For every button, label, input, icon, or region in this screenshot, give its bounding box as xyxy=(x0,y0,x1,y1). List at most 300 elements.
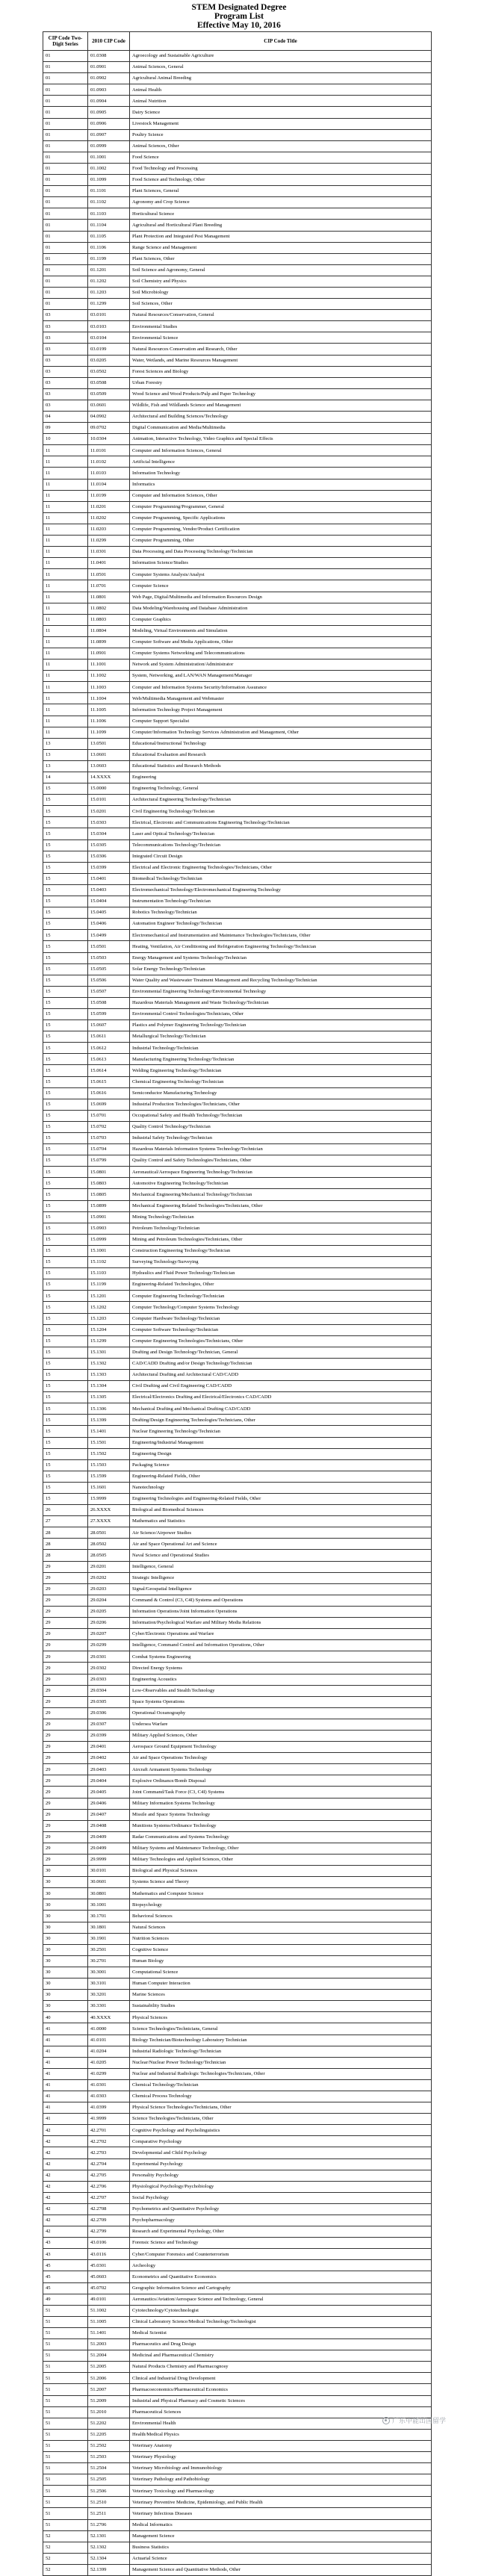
table-row xyxy=(43,671,432,682)
cell-family: 29 xyxy=(43,1831,88,1843)
cell-family: 15 xyxy=(43,1155,88,1167)
cell-title: Pharmaceutics and Drug Design xyxy=(130,2339,432,2350)
cell-code: 29.0299 xyxy=(88,1640,130,1651)
cell-code: 45.0702 xyxy=(88,2282,130,2294)
cell-code: 11.0802 xyxy=(88,603,130,614)
cell-title: Joint Command/Task Force (C3, C4I) Systems xyxy=(130,1787,432,1798)
table-row xyxy=(43,140,432,152)
cell-title: Computer Hardware Technology/Technician xyxy=(130,1313,432,1324)
table-row xyxy=(43,772,432,783)
cell-code: 15.0615 xyxy=(88,1076,130,1087)
table-row xyxy=(43,1922,432,1933)
table-row xyxy=(43,547,432,558)
cell-code: 15.0201 xyxy=(88,806,130,817)
cell-family: 11 xyxy=(43,456,88,468)
table-row xyxy=(43,2542,432,2553)
cell-title: Data Modeling/Warehousing and Database Administration xyxy=(130,603,432,614)
table-row xyxy=(43,2091,432,2102)
cell-title: Biology Technician/Biotechnology Laboratory Technician xyxy=(130,2035,432,2046)
cell-title: Computer Engineering Technology/Technician xyxy=(130,1291,432,1302)
watermark xyxy=(382,2415,446,2425)
cell-family: 15 xyxy=(43,1268,88,1279)
cell-family: 15 xyxy=(43,873,88,884)
cell-family: 51 xyxy=(43,2429,88,2440)
cell-code: 15.0401 xyxy=(88,873,130,884)
cell-family: 15 xyxy=(43,783,88,795)
cell-family: 09 xyxy=(43,423,88,434)
cell-title: Information Science/Studies xyxy=(130,558,432,569)
table-row xyxy=(43,2012,432,2023)
cell-code: 15.0404 xyxy=(88,896,130,907)
table-row xyxy=(43,1144,432,1155)
cell-family: 51 xyxy=(43,2406,88,2418)
table-row xyxy=(43,2384,432,2395)
cell-code: 01.1104 xyxy=(88,220,130,231)
table-row xyxy=(43,1855,432,1866)
column-header-code: 2010 CIP Code xyxy=(88,32,130,51)
cell-family: 15 xyxy=(43,1459,88,1471)
table-row xyxy=(43,400,432,411)
cell-title: Range Science and Management xyxy=(130,242,432,253)
cell-code: 11.0901 xyxy=(88,648,130,659)
table-row xyxy=(43,727,432,738)
cell-family: 29 xyxy=(43,1572,88,1583)
cell-family: 41 xyxy=(43,2057,88,2068)
cell-family: 29 xyxy=(43,1561,88,1572)
cell-code: 01.0904 xyxy=(88,96,130,107)
cell-family: 15 xyxy=(43,1211,88,1223)
cell-title: Water, Wetlands, and Marine Resources Management xyxy=(130,355,432,366)
cell-title: Soil Microbiology xyxy=(130,287,432,298)
cell-title: Mining Technology/Technician xyxy=(130,1211,432,1223)
cell-code: 42.2701 xyxy=(88,2125,130,2136)
cell-family: 51 xyxy=(43,2373,88,2384)
cell-code: 03.0199 xyxy=(88,344,130,355)
cell-code: 51.2706 xyxy=(88,2519,130,2530)
cell-title: Computer Science xyxy=(130,580,432,592)
cell-code: 30.0601 xyxy=(88,1877,130,1888)
table-row xyxy=(43,51,432,62)
cell-code: 41.0299 xyxy=(88,2068,130,2079)
cell-code: 15.0505 xyxy=(88,963,130,975)
cell-code: 01.1299 xyxy=(88,299,130,310)
cell-title: Psychopharmacology xyxy=(130,2215,432,2226)
cell-title: Forest Sciences and Biology xyxy=(130,366,432,377)
cell-code: 42.2702 xyxy=(88,2136,130,2147)
cell-family: 10 xyxy=(43,434,88,445)
cell-family: 43 xyxy=(43,2249,88,2260)
cell-title: Aeronautics/Aviation/Aerospace Science and Technology, General xyxy=(130,2294,432,2305)
cell-code: 13.0501 xyxy=(88,738,130,749)
cell-code: 11.0899 xyxy=(88,636,130,648)
table-row xyxy=(43,1347,432,1358)
cell-code: 29.0408 xyxy=(88,1820,130,1831)
cell-code: 45.0301 xyxy=(88,2260,130,2271)
cell-title: Animal Health xyxy=(130,84,432,96)
cell-family: 01 xyxy=(43,152,88,163)
cell-title: Engineering Acoustics xyxy=(130,1674,432,1685)
cell-family: 30 xyxy=(43,1944,88,1955)
cell-family: 51 xyxy=(43,2362,88,2373)
cell-code: 03.0103 xyxy=(88,321,130,332)
cell-family: 29 xyxy=(43,1742,88,1753)
cell-code: 41.9999 xyxy=(88,2114,130,2125)
cell-title: Nuclear Engineering Technology/Technician xyxy=(130,1426,432,1437)
cell-title: Information Operations/Joint Information Operations xyxy=(130,1606,432,1617)
table-row xyxy=(43,817,432,828)
cell-family: 11 xyxy=(43,569,88,580)
cell-title: CAD/CADD Drafting and/or Design Technology/Technician xyxy=(130,1358,432,1369)
cell-title: Management Science and Quantitative Methods, Other xyxy=(130,2564,432,2575)
cell-family: 51 xyxy=(43,2486,88,2497)
cell-code: 29.0402 xyxy=(88,1753,130,1764)
cell-family: 04 xyxy=(43,412,88,423)
cell-family: 01 xyxy=(43,62,88,73)
cell-family: 45 xyxy=(43,2271,88,2282)
cell-family: 30 xyxy=(43,1899,88,1911)
cell-code: 30.1801 xyxy=(88,1922,130,1933)
table-row xyxy=(43,2463,432,2474)
table-row xyxy=(43,1020,432,1031)
cell-title: Physiological Psychology/Psychobiology xyxy=(130,2181,432,2192)
table-row xyxy=(43,1234,432,1245)
cell-code: 15.1503 xyxy=(88,1459,130,1471)
cell-family: 01 xyxy=(43,231,88,242)
cell-family: 01 xyxy=(43,51,88,62)
cell-title: Directed Energy Systems xyxy=(130,1663,432,1674)
cell-family: 11 xyxy=(43,682,88,693)
cell-title: Quality Control Technology/Technician xyxy=(130,1121,432,1132)
table-row xyxy=(43,1482,432,1493)
cell-code: 42.2705 xyxy=(88,2170,130,2181)
cell-code: 29.0306 xyxy=(88,1707,130,1719)
table-row xyxy=(43,2486,432,2497)
cell-code: 14.XXXX xyxy=(88,772,130,783)
cell-title: Agronomy and Crop Science xyxy=(130,197,432,208)
cell-title: Aerospace Ground Equipment Technology xyxy=(130,1742,432,1753)
cell-title: Econometrics and Quantitative Economics xyxy=(130,2271,432,2282)
cell-family: 03 xyxy=(43,377,88,388)
cell-title: Industrial Radiologic Technology/Technician xyxy=(130,2046,432,2057)
table-row xyxy=(43,1437,432,1448)
table-row xyxy=(43,1494,432,1505)
table-row xyxy=(43,1583,432,1595)
cell-family: 11 xyxy=(43,479,88,490)
cell-title: Laser and Optical Technology/Technician xyxy=(130,828,432,839)
cell-code: 29.0203 xyxy=(88,1583,130,1595)
table-row xyxy=(43,592,432,603)
cell-code: 15.1599 xyxy=(88,1471,130,1482)
cell-family: 29 xyxy=(43,1583,88,1595)
cell-code: 15.0399 xyxy=(88,862,130,873)
cell-code: 15.1299 xyxy=(88,1335,130,1347)
cell-family: 15 xyxy=(43,1121,88,1132)
cell-title: Forensic Science and Technology xyxy=(130,2238,432,2249)
cell-title: Chemical Process Technology xyxy=(130,2091,432,2102)
cell-code: 15.0704 xyxy=(88,1144,130,1155)
table-row xyxy=(43,1189,432,1200)
table-row xyxy=(43,1516,432,1527)
cell-family: 01 xyxy=(43,186,88,197)
cell-family: 11 xyxy=(43,625,88,636)
cell-code: 51.2511 xyxy=(88,2508,130,2519)
table-row xyxy=(43,524,432,535)
cell-family: 03 xyxy=(43,355,88,366)
table-row xyxy=(43,264,432,276)
cell-code: 52.1301 xyxy=(88,2530,130,2542)
table-row xyxy=(43,1663,432,1674)
cell-title: Computer/Information Technology Services Administration and Management, Other xyxy=(130,727,432,738)
cell-title: Livestock Management xyxy=(130,118,432,129)
cell-code: 51.1401 xyxy=(88,2327,130,2338)
cell-title: Cognitive Psychology and Psycholinguistics xyxy=(130,2125,432,2136)
cell-title: Medical Informatics xyxy=(130,2519,432,2530)
cell-title: Plant Protection and Integrated Pest Management xyxy=(130,231,432,242)
cell-code: 15.0611 xyxy=(88,1031,130,1043)
cell-code: 01.1099 xyxy=(88,175,130,186)
cell-title: Mathematics and Computer Science xyxy=(130,1888,432,1899)
cell-code: 11.1001 xyxy=(88,659,130,671)
cell-code: 11.1004 xyxy=(88,693,130,704)
cell-code: 01.1105 xyxy=(88,231,130,242)
cell-code: 11.0201 xyxy=(88,501,130,512)
cell-title: Health/Medical Physics xyxy=(130,2429,432,2440)
cell-family: 01 xyxy=(43,84,88,96)
table-row xyxy=(43,1572,432,1583)
table-row xyxy=(43,1279,432,1291)
table-row xyxy=(43,738,432,749)
cell-code: 11.0803 xyxy=(88,614,130,625)
cell-title: Solar Energy Technology/Technician xyxy=(130,963,432,975)
cell-family: 15 xyxy=(43,1065,88,1076)
cell-family: 15 xyxy=(43,1302,88,1313)
cell-title: Educational/Instructional Technology xyxy=(130,738,432,749)
cell-code: 03.0508 xyxy=(88,377,130,388)
table-row xyxy=(43,276,432,287)
cell-code: 49.0101 xyxy=(88,2294,130,2305)
column-header-family: CIP Code Two-Digit Series xyxy=(43,32,88,51)
cell-title: Computer Systems Analysis/Analyst xyxy=(130,569,432,580)
cell-code: 42.2799 xyxy=(88,2226,130,2238)
table-row xyxy=(43,1200,432,1211)
cell-family: 11 xyxy=(43,636,88,648)
cell-code: 15.1306 xyxy=(88,1403,130,1415)
cell-title: Water Quality and Wastewater Treatment Management and Recycling Technology/Technician xyxy=(130,975,432,986)
cell-family: 01 xyxy=(43,129,88,140)
cell-family: 15 xyxy=(43,1358,88,1369)
cell-family: 51 xyxy=(43,2384,88,2395)
cell-family: 01 xyxy=(43,107,88,118)
cell-family: 51 xyxy=(43,2316,88,2327)
cell-family: 30 xyxy=(43,1911,88,1922)
cell-title: Petroleum Technology/Technician xyxy=(130,1223,432,1234)
table-row xyxy=(43,693,432,704)
cell-code: 51.2505 xyxy=(88,2474,130,2486)
cell-family: 30 xyxy=(43,1967,88,1978)
cell-title: Medicinal and Pharmaceutical Chemistry xyxy=(130,2350,432,2362)
cell-family: 30 xyxy=(43,1978,88,1990)
cell-title: Agroecology and Sustainable Agriculture xyxy=(130,51,432,62)
table-row xyxy=(43,344,432,355)
cell-code: 15.0599 xyxy=(88,1008,130,1019)
cell-family: 42 xyxy=(43,2215,88,2226)
cell-code: 29.0301 xyxy=(88,1651,130,1663)
cell-code: 28.0505 xyxy=(88,1550,130,1561)
cell-title: Computer and Information Systems Security/Information Assurance xyxy=(130,682,432,693)
table-row xyxy=(43,2406,432,2418)
cell-code: 29.0403 xyxy=(88,1764,130,1775)
cell-family: 30 xyxy=(43,1955,88,1967)
cell-title: Clinical Laboratory Science/Medical Technology/Technologist xyxy=(130,2316,432,2327)
cell-title: Architectural and Building Sciences/Technology xyxy=(130,412,432,423)
cell-code: 11.1002 xyxy=(88,671,130,682)
cell-title: Social Psychology xyxy=(130,2192,432,2203)
table-row xyxy=(43,1606,432,1617)
table-row xyxy=(43,862,432,873)
cell-family: 11 xyxy=(43,603,88,614)
cell-title: Physical Science Technologies/Technicians, Other xyxy=(130,2102,432,2114)
table-row xyxy=(43,1155,432,1167)
cell-family: 30 xyxy=(43,1933,88,1944)
table-row xyxy=(43,479,432,490)
cell-family: 01 xyxy=(43,276,88,287)
table-row xyxy=(43,129,432,140)
cell-title: Computer Programming, Other xyxy=(130,536,432,547)
cell-title: Biological and Physical Sciences xyxy=(130,1866,432,1877)
cell-title: Civil Drafting and Civil Engineering CAD/CADD xyxy=(130,1381,432,1392)
cell-title: Plant Sciences, Other xyxy=(130,253,432,264)
table-row xyxy=(43,2429,432,2440)
cell-family: 15 xyxy=(43,1291,88,1302)
table-row xyxy=(43,1415,432,1426)
cell-code: 15.1303 xyxy=(88,1369,130,1380)
table-row xyxy=(43,512,432,524)
cell-family: 29 xyxy=(43,1753,88,1764)
cell-code: 11.0101 xyxy=(88,445,130,456)
table-row xyxy=(43,490,432,501)
table-row xyxy=(43,1178,432,1189)
table-row xyxy=(43,2001,432,2012)
cell-title: Construction Engineering Technology/Technician xyxy=(130,1245,432,1256)
cell-family: 01 xyxy=(43,96,88,107)
table-row xyxy=(43,1099,432,1110)
cell-code: 15.0703 xyxy=(88,1133,130,1144)
table-row xyxy=(43,1877,432,1888)
cell-title: Veterinary Infectious Diseases xyxy=(130,2508,432,2519)
watermark-text: 广东中能出国留学 xyxy=(392,2418,447,2425)
cell-family: 13 xyxy=(43,738,88,749)
table-row xyxy=(43,388,432,400)
cell-family: 29 xyxy=(43,1843,88,1854)
table-row xyxy=(43,1065,432,1076)
cell-title: Medical Scientist xyxy=(130,2327,432,2338)
cell-title: Human Computer Interaction xyxy=(130,1978,432,1990)
table-row xyxy=(43,1302,432,1313)
table-row xyxy=(43,366,432,377)
cell-title: Space Systems Operations xyxy=(130,1696,432,1707)
cell-title: Engineering-Related Technologies, Other xyxy=(130,1279,432,1291)
cell-code: 41.0101 xyxy=(88,2035,130,2046)
cell-family: 15 xyxy=(43,907,88,919)
cell-code: 11.0102 xyxy=(88,456,130,468)
cell-code: 29.0205 xyxy=(88,1606,130,1617)
cell-family: 15 xyxy=(43,1189,88,1200)
cell-title: Web/Multimedia Management and Webmaster xyxy=(130,693,432,704)
cell-code: 11.0301 xyxy=(88,547,130,558)
cell-code: 03.0509 xyxy=(88,388,130,400)
cell-code: 52.1399 xyxy=(88,2564,130,2575)
cell-title: Web Page, Digital/Multimedia and Information Resources Design xyxy=(130,592,432,603)
cell-title: Science Technologies/Technicians, General xyxy=(130,2023,432,2035)
cell-title: Educational Evaluation and Research xyxy=(130,749,432,760)
cell-title: Veterinary Pathology and Pathobiology xyxy=(130,2474,432,2486)
table-row xyxy=(43,1245,432,1256)
table-row xyxy=(43,231,432,242)
cell-family: 11 xyxy=(43,536,88,547)
table-row xyxy=(43,1955,432,1967)
table-row xyxy=(43,1381,432,1392)
cell-family: 52 xyxy=(43,2530,88,2542)
table-row xyxy=(43,952,432,963)
table-row xyxy=(43,659,432,671)
cell-code: 15.1301 xyxy=(88,1347,130,1358)
table-row xyxy=(43,445,432,456)
cell-code: 30.2701 xyxy=(88,1955,130,1967)
cell-code: 51.2007 xyxy=(88,2384,130,2395)
cell-title: Engineering Technology, General xyxy=(130,783,432,795)
table-row xyxy=(43,716,432,727)
table-row xyxy=(43,2362,432,2373)
cell-family: 45 xyxy=(43,2260,88,2271)
cell-code: 01.0905 xyxy=(88,107,130,118)
cell-title: System, Networking, and LAN/WAN Management/Manager xyxy=(130,671,432,682)
table-row xyxy=(43,1618,432,1629)
cell-code: 29.0204 xyxy=(88,1595,130,1606)
cell-title: Mechanical Engineering/Mechanical Technology/Technician xyxy=(130,1189,432,1200)
cell-family: 42 xyxy=(43,2147,88,2158)
cell-code: 29.0401 xyxy=(88,1742,130,1753)
cell-code: 15.0702 xyxy=(88,1121,130,1132)
cell-code: 11.0804 xyxy=(88,625,130,636)
cell-title: Occupational Safety and Health Technology/Technician xyxy=(130,1110,432,1121)
cell-family: 14 xyxy=(43,772,88,783)
cell-code: 51.2005 xyxy=(88,2362,130,2373)
cell-title: Pharmaceutical Sciences xyxy=(130,2406,432,2418)
cell-title: Cytotechnology/Cytotechnologist xyxy=(130,2305,432,2316)
cell-family: 15 xyxy=(43,1437,88,1448)
cell-family: 51 xyxy=(43,2418,88,2429)
table-row xyxy=(43,2079,432,2091)
cell-code: 15.0999 xyxy=(88,1234,130,1245)
cell-family: 15 xyxy=(43,1020,88,1031)
cell-family: 51 xyxy=(43,2350,88,2362)
table-row xyxy=(43,1944,432,1955)
cell-family: 29 xyxy=(43,1764,88,1775)
cell-family: 15 xyxy=(43,1245,88,1256)
stem-program-table xyxy=(43,31,432,2576)
cell-code: 03.0205 xyxy=(88,355,130,366)
cell-family: 15 xyxy=(43,986,88,997)
cell-title: Electrical, Electronic and Communications Engineering Technology/Technician xyxy=(130,817,432,828)
cell-family: 41 xyxy=(43,2079,88,2091)
table-row xyxy=(43,2023,432,2035)
cell-title: Naval Science and Operational Studies xyxy=(130,1550,432,1561)
cell-title: Artificial Intelligence xyxy=(130,456,432,468)
cell-title: Biomedical Technology/Technician xyxy=(130,873,432,884)
cell-code: 01.1101 xyxy=(88,186,130,197)
cell-code: 42.2708 xyxy=(88,2203,130,2215)
cell-family: 11 xyxy=(43,468,88,479)
